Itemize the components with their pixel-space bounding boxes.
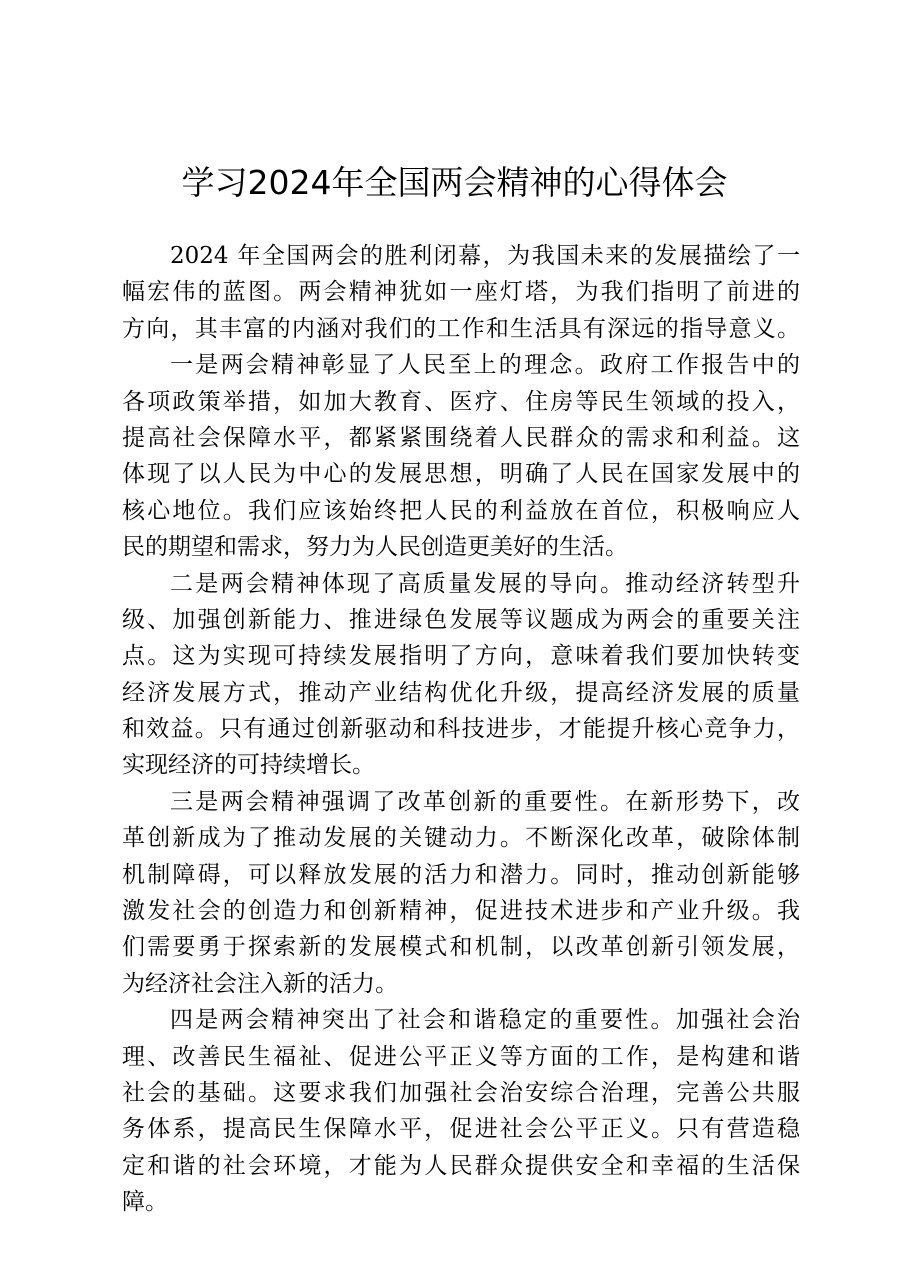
paragraph — [122, 566, 800, 784]
text-line: 实现经济的可持续增长。 — [122, 752, 375, 779]
text-line: 机制障碍，可以释放发展的活力和潜力。同时，推动创新能够 — [122, 861, 800, 888]
text-line: 一是两会精神彰显了人民至上的理念。政府工作报告中的 — [170, 352, 800, 379]
text-line: 障。 — [122, 1189, 168, 1216]
text-line: 三是两会精神强调了改革创新的重要性。在新形势下，改 — [170, 788, 800, 815]
paragraph — [122, 1002, 800, 1220]
text-line: 社会的基础。这要求我们加强社会治安综合治理，完善公共服 — [122, 1079, 800, 1106]
text-line: 提高社会保障水平，都紧紧围绕着人民群众的需求和利益。这 — [122, 424, 800, 451]
text-line: 各项政策举措，如加大教育、医疗、住房等民生领域的投入， — [122, 388, 800, 415]
document-title: 学习2024年全国两会精神的心得体会 — [181, 163, 728, 202]
text-line: 们需要勇于探索新的发展模式和机制，以改革创新引领发展， — [122, 934, 800, 961]
text-line: 激发社会的创造力和创新精神，促进技术进步和产业升级。我 — [122, 898, 800, 925]
paragraph — [122, 784, 800, 1002]
text-line: 2024 年全国两会的胜利闭幕，为我国未来的发展描绘了一 — [170, 243, 800, 269]
text-line: 经济发展方式，推动产业结构优化升级，提高经济发展的质量 — [122, 679, 800, 706]
text-line: 方向，其丰富的内涵对我们的工作和生活具有深远的指导意义。 — [122, 315, 800, 342]
text-line: 理、改善民生福祉、促进公平正义等方面的工作，是构建和谐 — [122, 1043, 800, 1070]
text-line: 体现了以人民为中心的发展思想，明确了人民在国家发展中的 — [122, 461, 800, 488]
text-line: 二是两会精神体现了高质量发展的导向。推动经济转型升 — [170, 570, 800, 597]
text-line: 点。这为实现可持续发展指明了方向，意味着我们要加快转变 — [122, 643, 800, 670]
text-line: 革创新成为了推动发展的关键动力。不断深化改革，破除体制 — [122, 825, 800, 852]
text-line: 民的期望和需求，努力为人民创造更美好的生活。 — [122, 534, 628, 561]
text-line: 和效益。只有通过创新驱动和科技进步，才能提升核心竞争力， — [122, 716, 800, 743]
text-line: 务体系，提高民生保障水平，促进社会公平正义。只有营造稳 — [122, 1116, 800, 1143]
text-line: 定和谐的社会环境，才能为人民群众提供安全和幸福的生活保 — [122, 1152, 800, 1179]
text-line: 级、加强创新能力、推进绿色发展等议题成为两会的重要关注 — [122, 606, 800, 633]
text-line: 核心地位。我们应该始终把人民的利益放在首位，积极响应人 — [122, 497, 800, 524]
document-body — [122, 238, 800, 1221]
text-line: 四是两会精神突出了社会和谐稳定的重要性。加强社会治 — [170, 1007, 800, 1034]
paragraph — [122, 238, 800, 347]
text-line: 幅宏伟的蓝图。两会精神犹如一座灯塔，为我们指明了前进的 — [122, 279, 800, 306]
text-line: 为经济社会注入新的活力。 — [122, 970, 398, 997]
paragraph — [122, 347, 800, 565]
